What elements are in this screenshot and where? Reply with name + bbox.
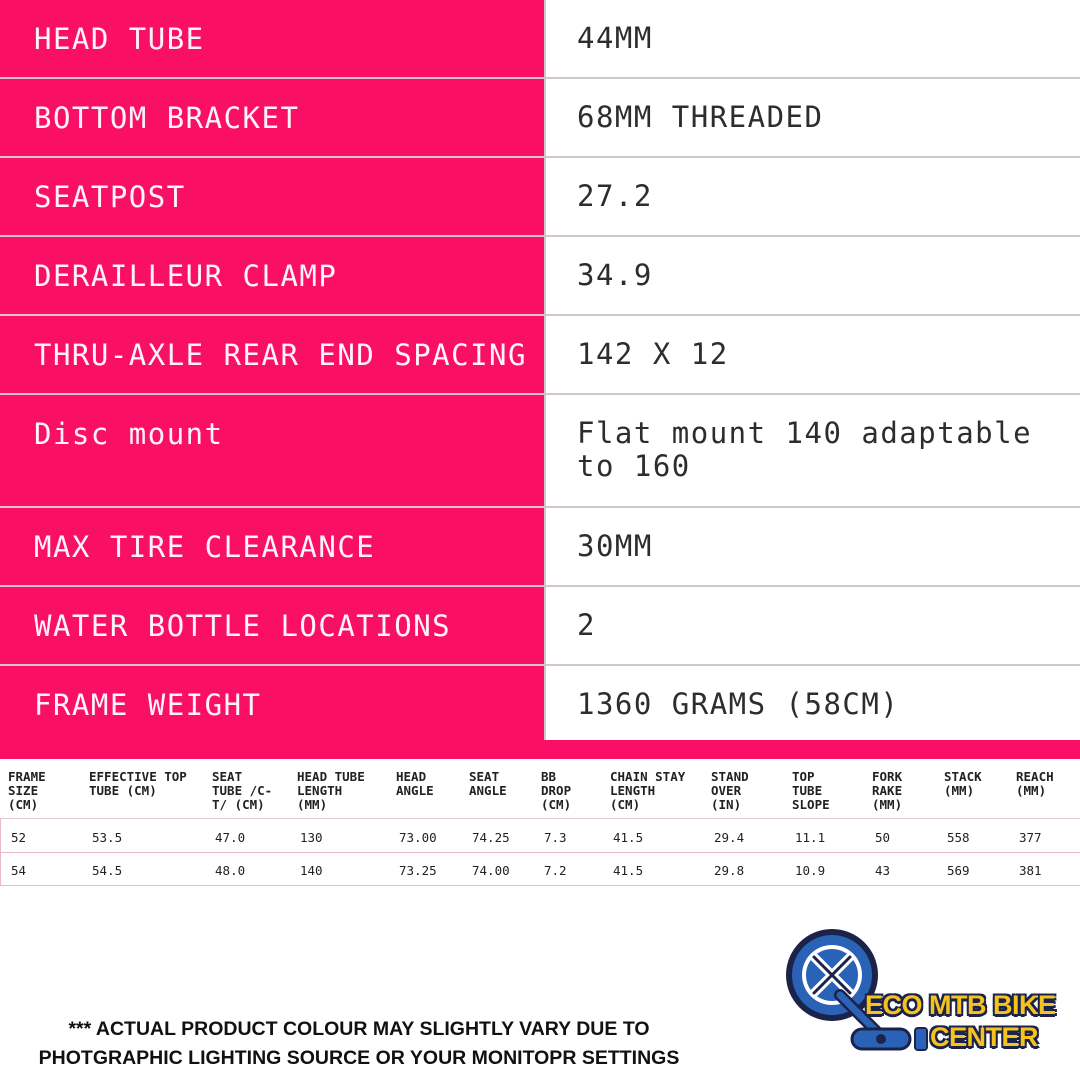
- spec-value: [546, 395, 1080, 506]
- column-header: [541, 770, 571, 812]
- spec-label: WATER BOTTLE LOCATIONS: [0, 587, 544, 664]
- geometry-table: [0, 759, 1080, 885]
- table-cell: 569: [947, 863, 970, 878]
- spec-value: [546, 316, 1080, 393]
- column-header-line: SLOPE: [792, 797, 830, 812]
- spec-label: HEAD TUBE: [0, 0, 544, 77]
- column-header-line: (CM): [610, 797, 641, 812]
- spec-value-line: 2: [577, 608, 596, 642]
- column-header-line: RAKE: [872, 783, 903, 798]
- column-header-line: STAND: [711, 769, 749, 784]
- spec-value-line: 27.2: [577, 179, 653, 213]
- spec-row: [0, 237, 1080, 314]
- column-header: [8, 770, 46, 812]
- table-row: [0, 853, 1080, 886]
- column-header-line: (MM): [297, 797, 328, 812]
- column-header: [469, 770, 507, 798]
- column-header: [396, 770, 434, 798]
- column-header-line: BB: [541, 769, 557, 784]
- column-header-line: TUBE (CM): [89, 783, 157, 798]
- column-header-line: STACK: [944, 769, 982, 784]
- table-cell: 50: [875, 830, 891, 845]
- spec-value-line: 44MM: [577, 21, 653, 55]
- column-header-line: (CM): [8, 797, 39, 812]
- table-cell: 74.00: [472, 863, 510, 878]
- table-cell: 48.0: [215, 863, 246, 878]
- spec-label: DERAILLEUR CLAMP: [0, 237, 544, 314]
- spec-value: [546, 237, 1080, 314]
- disclaimer-line-1: *** ACTUAL PRODUCT COLOUR MAY SLIGHTLY VARY DUE TO: [68, 1018, 650, 1040]
- spec-label: FRAME WEIGHT: [0, 666, 544, 743]
- colour-disclaimer: [14, 1015, 704, 1073]
- spec-row: [0, 158, 1080, 235]
- column-header: [297, 770, 365, 812]
- table-cell: 41.5: [613, 830, 644, 845]
- spec-label: THRU-AXLE REAR END SPACING: [0, 316, 544, 393]
- spec-value: [546, 158, 1080, 235]
- column-header-line: (CM): [541, 797, 572, 812]
- table-cell: 140: [300, 863, 323, 878]
- spec-value-line: to 160: [577, 449, 691, 483]
- table-cell: 54: [11, 863, 27, 878]
- column-header-line: SEAT: [212, 769, 243, 784]
- column-header-line: (MM): [1016, 783, 1047, 798]
- spec-value-line: 30MM: [577, 529, 653, 563]
- column-header-line: ANGLE: [469, 783, 507, 798]
- disclaimer-line-2: PHOTGRAPHIC LIGHTING SOURCE OR YOUR MONITOPR SETTINGS: [38, 1047, 680, 1069]
- table-cell: 130: [300, 830, 323, 845]
- spec-label: SEATPOST: [0, 158, 544, 235]
- spec-row: [0, 587, 1080, 664]
- table-cell: 558: [947, 830, 970, 845]
- logo-text-line-1: ECO MTB BIKE: [865, 990, 1056, 1020]
- table-cell: 53.5: [92, 830, 123, 845]
- spec-value: [546, 508, 1080, 585]
- pink-divider: [0, 740, 1080, 759]
- spec-row: [0, 395, 1080, 506]
- spec-value-line: 34.9: [577, 258, 653, 292]
- spec-row: [0, 316, 1080, 393]
- table-cell: 54.5: [92, 863, 123, 878]
- spec-value-line: 68MM THREADED: [577, 100, 824, 134]
- spec-row: [0, 79, 1080, 156]
- spec-value: [546, 666, 1080, 743]
- spec-value: [546, 587, 1080, 664]
- spec-label: Disc mount: [0, 395, 544, 506]
- column-header-line: DROP: [541, 783, 572, 798]
- table-cell: 377: [1019, 830, 1042, 845]
- column-header: [792, 770, 830, 812]
- table-cell: 41.5: [613, 863, 644, 878]
- column-header: [711, 770, 749, 812]
- column-header: [1016, 770, 1054, 798]
- column-header: [944, 770, 982, 798]
- spec-row: [0, 508, 1080, 585]
- table-cell: 73.00: [399, 830, 437, 845]
- logo-text-line-2: CENTER: [930, 1022, 1039, 1052]
- column-header-line: SIZE: [8, 783, 39, 798]
- column-header-line: TUBE: [792, 783, 823, 798]
- table-cell: 74.25: [472, 830, 510, 845]
- spec-value: [546, 0, 1080, 77]
- table-cell: 7.2: [544, 863, 567, 878]
- column-header-line: HEAD TUBE: [297, 769, 365, 784]
- spec-value: [546, 79, 1080, 156]
- column-header-line: ANGLE: [396, 783, 434, 798]
- column-header-line: OVER: [711, 783, 742, 798]
- table-cell: 10.9: [795, 863, 826, 878]
- column-header-line: (MM): [944, 783, 975, 798]
- column-header-line: EFFECTIVE TOP: [89, 769, 187, 784]
- table-cell: 381: [1019, 863, 1042, 878]
- table-row: [0, 820, 1080, 853]
- column-header-line: HEAD: [396, 769, 427, 784]
- table-cell: 7.3: [544, 830, 567, 845]
- column-header-line: T/ (CM): [212, 797, 265, 812]
- column-header-line: (MM): [872, 797, 903, 812]
- table-cell: 47.0: [215, 830, 246, 845]
- table-cell: 11.1: [795, 830, 826, 845]
- column-header-line: SEAT: [469, 769, 500, 784]
- geometry-header-row: [0, 759, 1080, 819]
- column-header: [212, 770, 272, 812]
- spec-value-line: 142 X 12: [577, 337, 729, 371]
- spec-label: MAX TIRE CLEARANCE: [0, 508, 544, 585]
- spec-row: [0, 666, 1080, 743]
- table-cell: 73.25: [399, 863, 437, 878]
- table-cell: 52: [11, 830, 27, 845]
- table-cell: 43: [875, 863, 891, 878]
- column-header-line: REACH: [1016, 769, 1054, 784]
- column-header-line: FRAME: [8, 769, 46, 784]
- column-header-line: LENGTH: [297, 783, 343, 798]
- column-header-line: LENGTH: [610, 783, 656, 798]
- column-header: [89, 770, 187, 798]
- spec-label: BOTTOM BRACKET: [0, 79, 544, 156]
- spec-value-line: Flat mount 140 adaptable: [577, 416, 1033, 450]
- column-header: [872, 770, 902, 812]
- column-header-line: TOP: [792, 769, 815, 784]
- column-header-line: FORK: [872, 769, 903, 784]
- column-header: [610, 770, 685, 812]
- column-header-line: TUBE /C-: [212, 783, 273, 798]
- table-cell: 29.4: [714, 830, 745, 845]
- table-cell: 29.8: [714, 863, 745, 878]
- column-header-line: CHAIN STAY: [610, 769, 686, 784]
- spec-row: [0, 0, 1080, 77]
- column-header-line: (IN): [711, 797, 742, 812]
- spec-value-line: 1360 GRAMS (58CM): [577, 687, 900, 721]
